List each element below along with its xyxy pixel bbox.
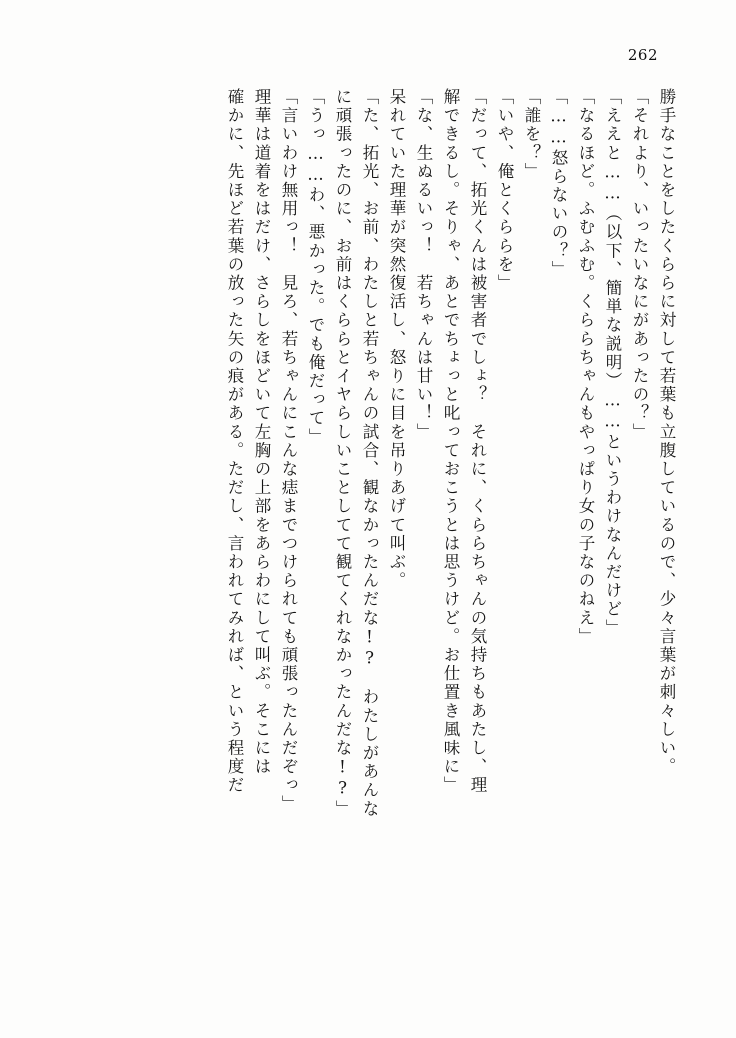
text-line: 「ええと……（以下、簡単な説明）……というわけなんだけど」 (603, 88, 622, 638)
vertical-text-block (64, 88, 674, 998)
text-line: 「誰を？」 (522, 88, 541, 181)
text-line: 勝手なことをしたくららに対して若葉も立腹しているので、少々言葉が刺々しい。 (657, 88, 676, 777)
text-line: 「なるほど。ふむふむ。くららちゃんもやっぱり女の子なのねえ」 (576, 88, 595, 646)
text-line: に頑張ったのに、お前はくららとイヤらしいことしてて観てくれなかったんだな!?」 (333, 88, 352, 819)
text-line: 確かに、先ほど若葉の放った矢の痕がある。ただし、言われてみれば、という程度だ (225, 88, 244, 795)
text-line: 「いや、俺とくららを」 (495, 88, 514, 293)
text-line: 「だって、拓光くんは被害者でしょ？ それに、くららちゃんの気持ちもあたし、理 (468, 88, 487, 795)
text-line: 「……怒らないの？」 (549, 88, 568, 279)
text-line: 「た、拓光、お前、わたしと若ちゃんの試合、観なかったんだな!? わたしがあんな (360, 88, 379, 819)
text-line: 「それより、いったいなにがあったの？」 (630, 88, 649, 442)
page-number: 262 (627, 46, 658, 64)
text-line: 呆れていた理華が突然復活し、怒りに目を吊りあげて叫ぶ。 (387, 88, 406, 591)
text-line: 「うっ……わ、悪かった。でも俺だって」 (306, 88, 325, 447)
text-line: 「言いわけ無用っ！ 見ろ、若ちゃんにこんな痣までつけられても頑張ったんだぞっ」 (279, 88, 298, 814)
text-line: 「な、生ぬるいっ！ 若ちゃんは甘い！」 (414, 88, 433, 442)
text-line: 理華は道着をはだけ、さらしをほどいて左胸の上部をあらわにして叫ぶ。そこには (252, 88, 271, 777)
text-line: 解できるし。そりゃ、あとでちょっと叱っておこうとは思うけど。お仕置き風味に」 (441, 88, 460, 795)
